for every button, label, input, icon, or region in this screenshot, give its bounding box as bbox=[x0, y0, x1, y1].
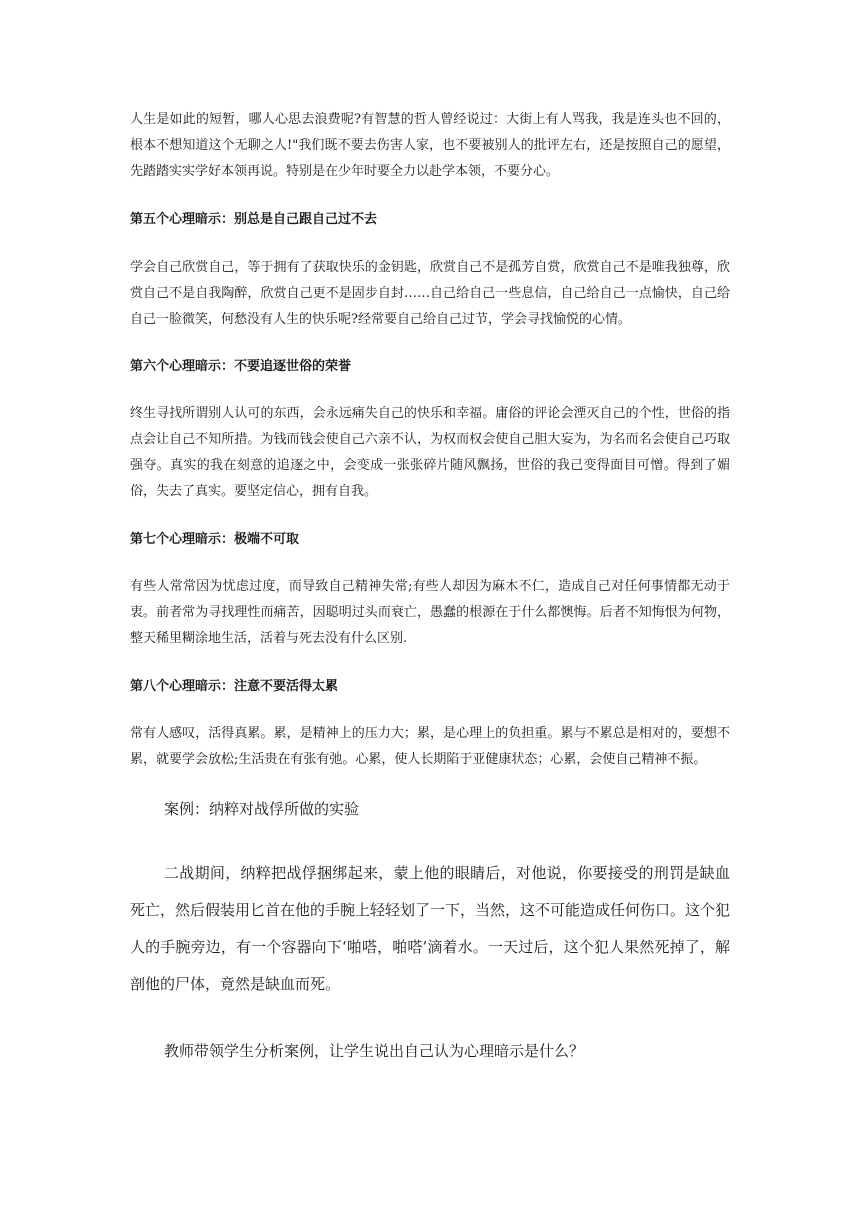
case-title: 案例：纳粹对战俘所做的实验 bbox=[164, 800, 360, 818]
paragraph-suggestion-5: 学会自己欣赏自己，等于拥有了获取快乐的金钥匙，欣赏自己不是孤芳自赏，欣赏自己不是唯我独尊，欣赏自己不是自我陶醉，欣赏自己更不是固步自封……自己给自己一些息信，自己给自己一点愉快，自己给自己一脸微笑，何愁没有人生的快乐呢?经常要自己给自己过节，学会寻找愉悦的心情。 bbox=[130, 260, 730, 327]
heading-suggestion-5: 第五个心理暗示：别总是自己跟自己过不去 bbox=[130, 212, 378, 227]
paragraph-intro: 人生是如此的短暂，哪人心思去浪费呢?有智慧的哲人曾经说过：大街上有人骂我，我是连头也不回的，根本不想知道这个无聊之人!"我们既不要去伤害人家，也不要被别人的批评左右，还是按照自己的愿望，先踏踏实实学好本领再说。特别是在少年时要全力以赴学本领，不要分心。 bbox=[130, 112, 730, 179]
paragraph-suggestion-6: 终生寻找所谓别人认可的东西，会永远痛失自己的快乐和幸福。庸俗的评论会湮灭自己的个性，世俗的指点会让自己不知所措。为钱而钱会使自己六亲不认，为权而权会使自己胆大妄为，为名而名会使自己巧取强夺。真实的我在刻意的追逐之中，会变成一张张碎片随风飘扬，世俗的我己变得面目可憎。得到了媚俗，失去了真实。要坚定信心，拥有自我。 bbox=[130, 406, 730, 499]
teacher-instruction: 教师带领学生分析案例，让学生说出自己认为心理暗示是什么？ bbox=[164, 1042, 585, 1060]
heading-suggestion-8: 第八个心理暗示：注意不要活得太累 bbox=[130, 679, 339, 694]
paragraph-suggestion-7: 有些人常常因为忧虑过度，而导致自己精神失常;有些人却因为麻木不仁，造成自己对任何事情都无动于衷。前者常为寻找理性而痛苦，因聪明过头而衰亡，愚蠢的根源在于什么都懊悔。后者不知悔恨为何物，整天稀里糊涂地生活，活着与死去没有什么区别. bbox=[130, 579, 730, 646]
heading-suggestion-7: 第七个心理暗示：极端不可取 bbox=[130, 532, 300, 547]
heading-suggestion-6: 第六个心理暗示：不要追逐世俗的荣誉 bbox=[130, 359, 352, 374]
case-body: 二战期间，纳粹把战俘捆绑起来，蒙上他的眼睛后，对他说，你要接受的刑罚是缺血死亡，然后假装用匕首在他的手腕上轻轻划了一下，当然，这不可能造成任何伤口。这个犯人的手腕旁边，有一个容器向下‘啪嗒，啪嗒’滴着水。一天过后，这个犯人果然死掉了，解剖他的尸体，竟然是缺血而死。 bbox=[130, 864, 731, 993]
paragraph-suggestion-8: 常有人感叹，活得真累。累，是精神上的压力大；累，是心理上的负担重。累与不累总是相对的，要想不累，就要学会放松;生活贵在有张有弛。心累，使人长期陷于亚健康状态；心累，会使自己精神不振。 bbox=[130, 726, 730, 767]
